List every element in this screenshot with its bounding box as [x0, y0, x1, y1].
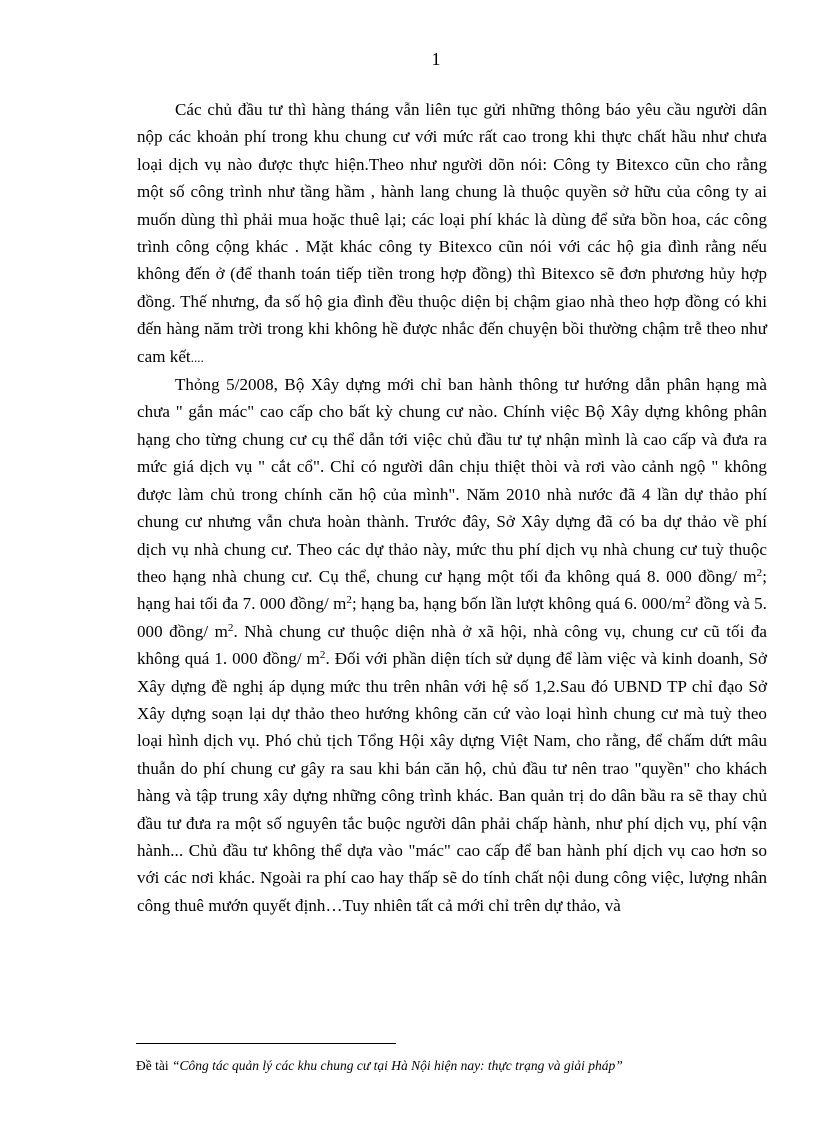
paragraph-1-trailing-dots: ....: [190, 349, 204, 365]
page-number: 1: [431, 49, 441, 69]
footer-divider: [136, 1043, 396, 1044]
superscript-square-4: 2: [227, 621, 234, 634]
paragraph-1-text: Các chủ đầu tư thì hàng tháng vẫn liên tục gửi những thông báo yêu cầu người dân nộp các khoản phí trong khu chung cư với mức rất cao trong khi thực chất hầu như chưa loại dịch vụ nào được thực hiện.Theo như người dõn nói: Công ty Bitexco cũn cho rằng một số công trình như tầng hầm , hành lang chung là thuộc quyền sở hữu của công ty ai muốn dùng thì phải mua hoặc thuê lại; các loại phí khác là dùng để sửa bồn hoa, các công trình công cộng khác . Mặt khác công ty Bitexco cũn nói với các hộ gia đình rằng nếu không đến ở (để thanh toán tiếp tiền trong hợp đồng) thì Bitexco sẽ đơn phương hủy hợp đồng. Thế nhưng, đa số hộ gia đình đều thuộc diện bị chậm giao nhà theo hợp đồng có khi đến hàng năm trời trong khi không hề được nhắc đến chuyện bồi thường chậm trễ theo như cam kết: [137, 100, 767, 366]
paragraph-2-segment-2: ; hạng hai tối đa 7. 000 đồng/ m: [137, 566, 767, 614]
footer-prefix: Đề tài: [136, 1058, 169, 1073]
paragraph-2-segment-3: ; hạng ba, hạng bốn lần lượt không quá 6. 000/m: [351, 594, 686, 614]
paragraph-2: [137, 371, 767, 919]
paragraph-2-segment-4: đồng và 5. 000 đồng/ m: [137, 594, 767, 641]
paragraph-2-segment-5: . Nhà chung cư thuộc diện nhà ở xã hội, nhà công vụ, chung cư cũ tối đa không quá 1. 000 đồng/ m: [137, 621, 768, 669]
paragraph-2-segment-1: Thỏng 5/2008, Bộ Xây dựng mới chỉ ban hành thông tư hướng dẫn phân hạng mà chưa " gắn mác" cao cấp cho bất kỳ chung cư nào. Chính việc Bộ Xây dựng không phân hạng cho từng chung cư cụ thể dẫn tới việc chủ đầu tư tự nhận mình là cao cấp và đưa ra mức giá dịch vụ " cắt cổ". Chỉ có người dân chịu thiệt thòi và rơi vào cảnh ngộ " không được làm chủ trong chính căn hộ của mình". Năm 2010 nhà nước đã 4 lần dự thảo phí chung cư nhưng vẫn chưa hoàn thành. Trước đây, Sở Xây dựng đã có ba dự thảo về phí dịch vụ nhà chung cư. Theo các dự thảo này, mức thu phí dịch vụ nhà chung cư tuỳ thuộc theo hạng nhà chung cư. Cụ thể, chung cư hạng một tối đa không quá 8. 000 đồng/ m: [137, 375, 767, 586]
paragraph-1: [137, 96, 767, 371]
superscript-square-2: 2: [346, 594, 352, 607]
footer-title: “Công tác quản lý các khu chung cư tại Hà Nội hiện nay: thực trạng và giải pháp”: [172, 1058, 623, 1073]
superscript-square-5: 2: [319, 649, 326, 662]
superscript-square-1: 2: [756, 566, 763, 579]
superscript-square-3: 2: [685, 594, 691, 607]
footer: [136, 1057, 776, 1075]
body-text: [137, 96, 767, 919]
paragraph-2-segment-6: . Đối với phần diện tích sử dụng để làm việc và kinh doanh, Sở Xây dựng đề nghị áp dụng mức thu trên nhân với hệ số 1,2.Sau đó UBND TP chỉ đạo Sở Xây dựng soạn lại dự thảo theo hướng không căn cứ vào loại hình chung cư mà tuỳ theo loại hình dịch vụ. Phó chủ tịch Tổng Hội xây dựng Việt Nam, cho rằng, để chấm dứt mâu thuẫn do phí chung cư gây ra sau khi bán căn hộ, chủ đầu tư nên trao "quyền" cho khách hàng và tập trung xây dựng những công trình khác. Ban quản trị do dân bầu ra sẽ thay chủ đầu tư đưa ra một số nguyên tắc buộc người dân phải chấp hành, như phí dịch vụ, phí vận hành... Chủ đầu tư không thể dựa vào "mác" cao cấp để ban hành phí dịch vụ cao hơn so với các nơi khác. Ngoài ra phí cao hay thấp sẽ do tính chất nội dung công việc, lượng nhân công thuê mướn quyết định…Tuy nhiên tất cả mới chỉ trên dự thảo, và: [137, 649, 767, 915]
